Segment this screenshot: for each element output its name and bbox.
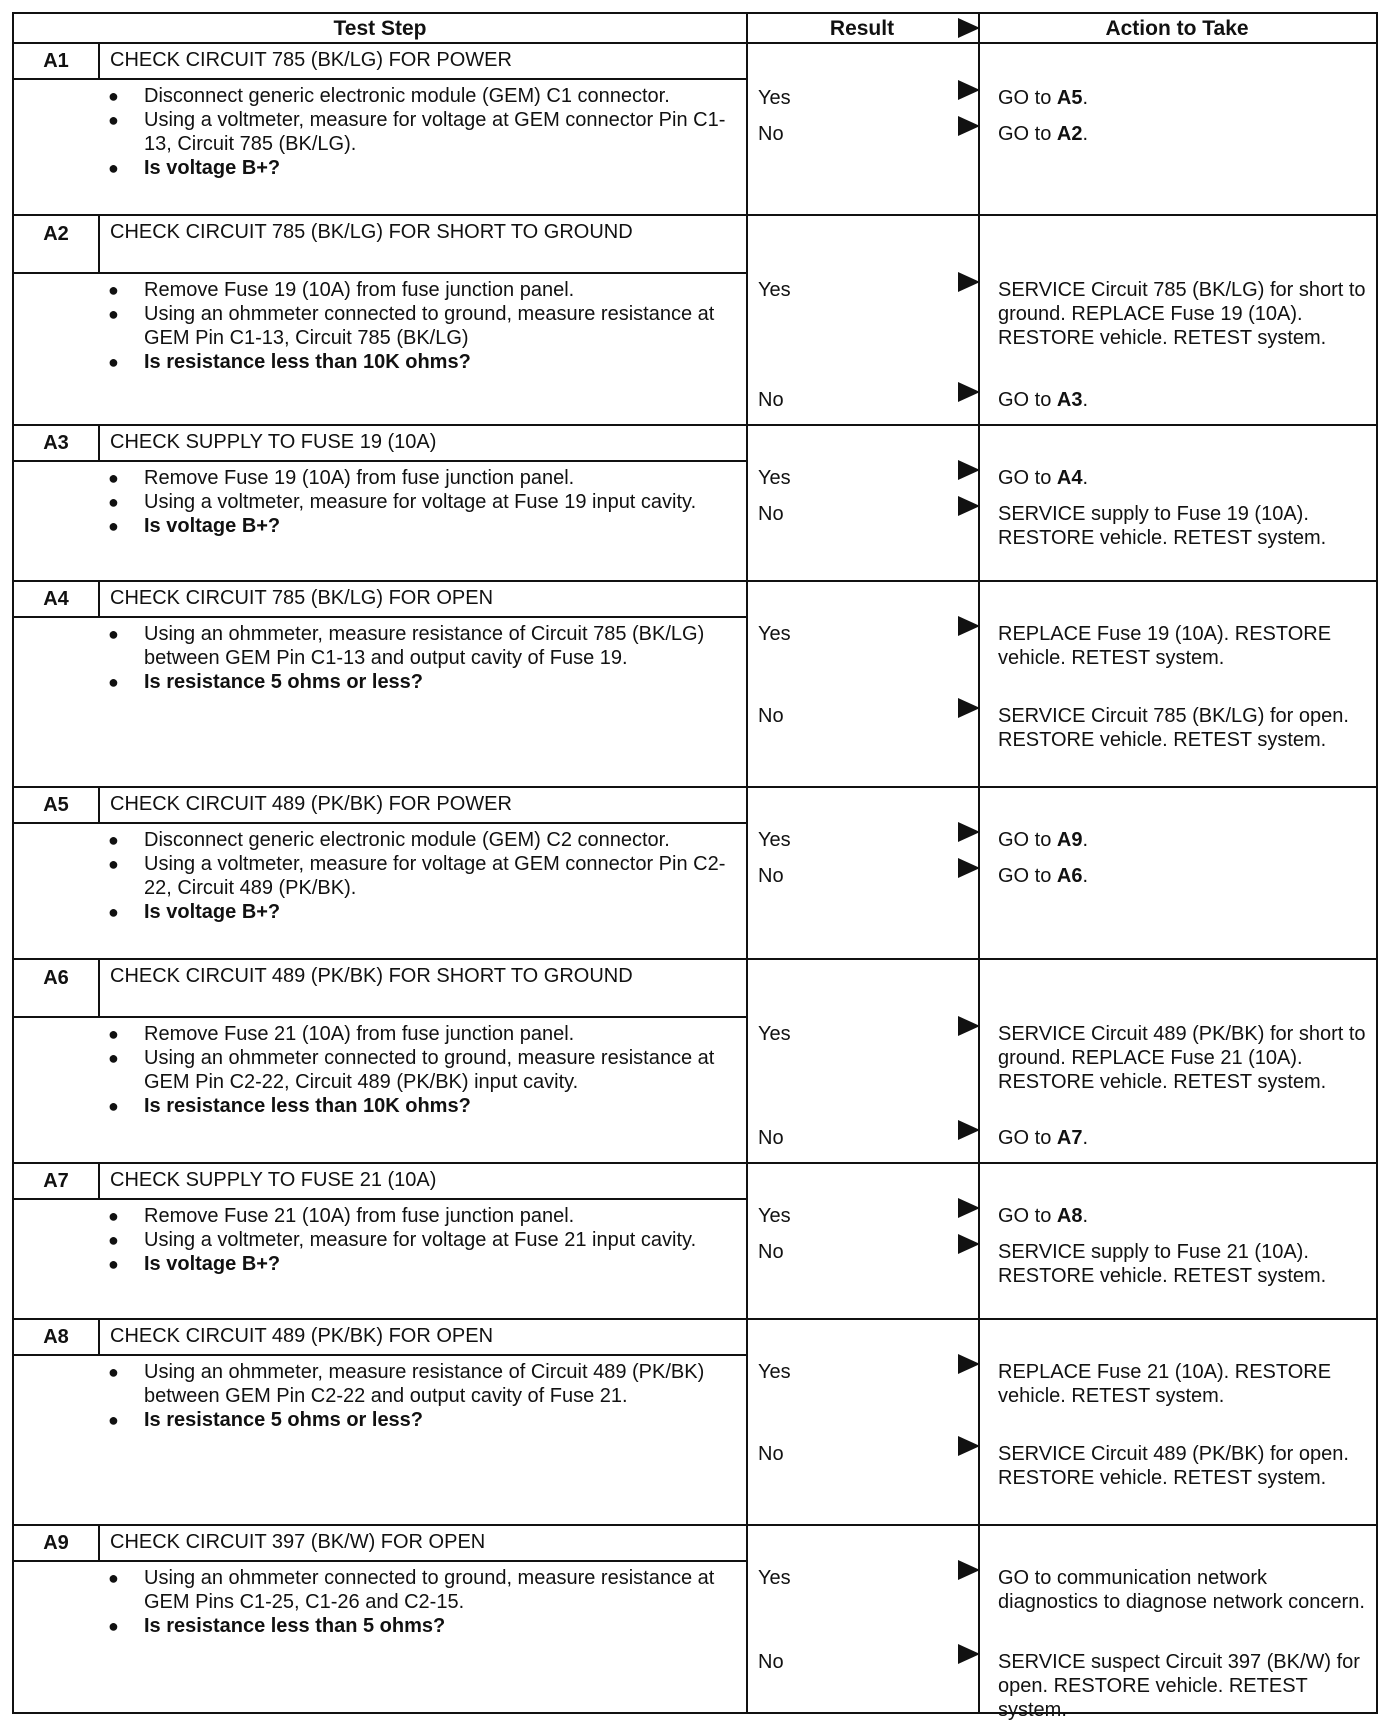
goto-step-ref: A9: [1056, 829, 1083, 851]
result-no: No: [758, 503, 784, 525]
bullet-icon: ●: [108, 902, 119, 922]
goto-step-ref: A6: [1056, 865, 1083, 887]
step-title: CHECK CIRCUIT 489 (PK/BK) FOR SHORT TO GROUND: [98, 960, 746, 1018]
test-step-a7: [14, 1164, 1376, 1320]
result-arrow-icon: [958, 1016, 980, 1036]
action-text: .: [1082, 1205, 1089, 1227]
action-no: [998, 1650, 1372, 1722]
header-test-step: Test Step: [14, 14, 746, 44]
question-text: Is resistance less than 10K ohms?: [144, 351, 471, 373]
instruction-item: [104, 1228, 744, 1252]
action-yes: [998, 466, 1372, 490]
step-instructions: [104, 466, 744, 538]
result-no: No: [758, 123, 784, 145]
action-text: SERVICE Circuit 785 (BK/LG) for short to ground. REPLACE Fuse 19 (10A). RESTORE vehicle. RETEST system.: [998, 279, 1366, 349]
result-arrow-icon: [958, 1436, 980, 1456]
bullet-icon: ●: [108, 86, 119, 106]
action-text: SERVICE supply to Fuse 19 (10A). RESTORE vehicle. RETEST system.: [998, 503, 1327, 549]
step-title: CHECK CIRCUIT 785 (BK/LG) FOR POWER: [98, 44, 746, 80]
step-question: [104, 350, 744, 374]
result-arrow-icon: [958, 116, 980, 136]
instruction-item: [104, 466, 744, 490]
action-text: .: [1082, 829, 1089, 851]
step-id: A7: [14, 1164, 98, 1200]
bullet-icon: ●: [108, 854, 119, 874]
question-text: Is voltage B+?: [144, 515, 281, 537]
action-text: GO to communication network diagnostics to diagnose network concern.: [998, 1567, 1365, 1613]
instruction-text: Remove Fuse 19 (10A) from fuse junction panel.: [144, 467, 575, 489]
action-text: REPLACE Fuse 21 (10A). RESTORE vehicle. RETEST system.: [998, 1361, 1332, 1407]
step-question: [104, 1408, 744, 1432]
header-result-label: Result: [829, 17, 895, 40]
instruction-item: [104, 490, 744, 514]
test-step-a5: [14, 788, 1376, 960]
instruction-text: Using a voltmeter, measure for voltage at GEM connector Pin C1-13, Circuit 785 (BK/LG).: [144, 109, 726, 155]
instruction-item: [104, 1360, 744, 1408]
bullet-icon: ●: [108, 304, 119, 324]
action-yes: [998, 622, 1372, 670]
result-arrow-icon: [958, 272, 980, 292]
instruction-item: [104, 1022, 744, 1046]
instruction-item: [104, 1046, 744, 1094]
result-arrow-icon: [958, 80, 980, 100]
result-arrow-icon: [958, 1644, 980, 1664]
goto-step-ref: A7: [1056, 1127, 1083, 1149]
step-title: CHECK CIRCUIT 489 (PK/BK) FOR OPEN: [98, 1320, 746, 1356]
result-arrow-icon: [958, 616, 980, 636]
step-instructions: [104, 1022, 744, 1118]
goto-step-ref: A3: [1056, 389, 1083, 411]
result-yes: Yes: [758, 279, 791, 301]
result-arrow-icon: [958, 822, 980, 842]
action-text: SERVICE Circuit 489 (PK/BK) for open. RESTORE vehicle. RETEST system.: [998, 1443, 1349, 1489]
instruction-text: Using an ohmmeter, measure resistance of Circuit 489 (PK/BK) between GEM Pin C2-22 and output cavity of Fuse 21.: [144, 1361, 705, 1407]
step-id: A2: [14, 216, 98, 274]
bullet-icon: ●: [108, 1616, 119, 1636]
action-no: [998, 122, 1372, 146]
result-no: No: [758, 1443, 784, 1465]
bullet-icon: ●: [108, 280, 119, 300]
result-yes: Yes: [758, 829, 791, 851]
result-arrow-icon: [958, 1198, 980, 1218]
diagnostic-test-page: [12, 12, 1378, 1721]
step-question: [104, 156, 744, 180]
step-title: CHECK CIRCUIT 785 (BK/LG) FOR OPEN: [98, 582, 746, 618]
action-yes: [998, 86, 1372, 110]
result-no: No: [758, 705, 784, 727]
bullet-icon: ●: [108, 672, 119, 692]
result-yes: Yes: [758, 1361, 791, 1383]
instruction-text: Using a voltmeter, measure for voltage at Fuse 19 input cavity.: [144, 491, 697, 513]
action-yes: [998, 828, 1372, 852]
action-text: SERVICE Circuit 785 (BK/LG) for open. RESTORE vehicle. RETEST system.: [998, 705, 1349, 751]
instruction-item: [104, 108, 744, 156]
step-id: A4: [14, 582, 98, 618]
action-text: .: [1082, 1127, 1089, 1149]
step-question: [104, 1252, 744, 1276]
result-arrow-icon: [958, 460, 980, 480]
bullet-icon: ●: [108, 352, 119, 372]
action-no: [998, 704, 1372, 752]
bullet-icon: ●: [108, 516, 119, 536]
bullet-icon: ●: [108, 1206, 119, 1226]
step-question: [104, 1094, 744, 1118]
test-step-a2: [14, 216, 1376, 426]
action-no: [998, 1126, 1372, 1150]
step-id: A1: [14, 44, 98, 80]
step-instructions: [104, 828, 744, 924]
action-text: SERVICE supply to Fuse 21 (10A). RESTORE vehicle. RETEST system.: [998, 1241, 1327, 1287]
step-id: A5: [14, 788, 98, 824]
bullet-icon: ●: [108, 1254, 119, 1274]
action-text: GO to: [998, 1127, 1057, 1149]
header-arrow-icon: [958, 18, 980, 38]
test-step-a6: [14, 960, 1376, 1164]
action-no: [998, 1442, 1372, 1490]
instruction-item: [104, 278, 744, 302]
goto-step-ref: A5: [1056, 87, 1083, 109]
bullet-icon: ●: [108, 158, 119, 178]
step-instructions: [104, 1360, 744, 1432]
bullet-icon: ●: [108, 1048, 119, 1068]
step-instructions: [104, 1204, 744, 1276]
instruction-text: Using an ohmmeter connected to ground, measure resistance at GEM Pin C1-13, Circuit 785 (BK/LG): [144, 303, 715, 349]
bullet-icon: ●: [108, 1568, 119, 1588]
goto-step-ref: A4: [1056, 467, 1083, 489]
question-text: Is voltage B+?: [144, 1253, 281, 1275]
action-no: [998, 864, 1372, 888]
instruction-item: [104, 622, 744, 670]
action-text: GO to: [998, 1205, 1057, 1227]
instruction-text: Using an ohmmeter connected to ground, measure resistance at GEM Pin C2-22, Circuit 489 (PK/BK) input cavity.: [144, 1047, 715, 1093]
step-instructions: [104, 1566, 744, 1638]
result-arrow-icon: [958, 698, 980, 718]
result-yes: Yes: [758, 467, 791, 489]
bullet-icon: ●: [108, 624, 119, 644]
action-yes: [998, 1360, 1372, 1408]
action-text: .: [1082, 865, 1089, 887]
step-title: CHECK SUPPLY TO FUSE 21 (10A): [98, 1164, 746, 1200]
bullet-icon: ●: [108, 468, 119, 488]
bullet-icon: ●: [108, 1362, 119, 1382]
action-text: SERVICE Circuit 489 (PK/BK) for short to ground. REPLACE Fuse 21 (10A). RESTORE vehicle. RETEST system.: [998, 1023, 1366, 1093]
question-text: Is resistance 5 ohms or less?: [144, 671, 424, 693]
instruction-item: [104, 302, 744, 350]
bullet-icon: ●: [108, 492, 119, 512]
action-no: [998, 1240, 1372, 1288]
question-text: Is resistance 5 ohms or less?: [144, 1409, 424, 1431]
goto-step-ref: A8: [1056, 1205, 1083, 1227]
action-no: [998, 502, 1372, 550]
result-yes: Yes: [758, 623, 791, 645]
bullet-icon: ●: [108, 1410, 119, 1430]
action-text: GO to: [998, 467, 1057, 489]
result-arrow-icon: [958, 496, 980, 516]
action-text: .: [1082, 389, 1089, 411]
action-text: GO to: [998, 829, 1057, 851]
step-id: A6: [14, 960, 98, 1018]
action-text: .: [1082, 87, 1089, 109]
test-step-a3: [14, 426, 1376, 582]
action-text: GO to: [998, 389, 1057, 411]
instruction-text: Disconnect generic electronic module (GEM) C2 connector.: [144, 829, 670, 851]
instruction-text: Using a voltmeter, measure for voltage at GEM connector Pin C2-22, Circuit 489 (PK/BK).: [144, 853, 726, 899]
result-yes: Yes: [758, 1205, 791, 1227]
step-instructions: [104, 84, 744, 180]
pinpoint-test-table: [12, 12, 1378, 1721]
step-question: [104, 514, 744, 538]
test-step-a8: [14, 1320, 1376, 1526]
action-yes: [998, 278, 1372, 350]
step-instructions: [104, 278, 744, 374]
instruction-text: Remove Fuse 21 (10A) from fuse junction panel.: [144, 1205, 575, 1227]
action-text: GO to: [998, 123, 1057, 145]
instruction-item: [104, 828, 744, 852]
result-no: No: [758, 1241, 784, 1263]
instruction-item: [104, 852, 744, 900]
instruction-text: Remove Fuse 21 (10A) from fuse junction panel.: [144, 1023, 575, 1045]
result-no: No: [758, 865, 784, 887]
result-yes: Yes: [758, 1567, 791, 1589]
bullet-icon: ●: [108, 1024, 119, 1044]
result-no: No: [758, 1651, 784, 1673]
goto-step-ref: A2: [1056, 123, 1083, 145]
instruction-text: Using a voltmeter, measure for voltage at Fuse 21 input cavity.: [144, 1229, 697, 1251]
instruction-text: Using an ohmmeter connected to ground, measure resistance at GEM Pins C1-25, C1-26 and C2-15.: [144, 1567, 715, 1613]
question-text: Is resistance less than 5 ohms?: [144, 1615, 446, 1637]
result-arrow-icon: [958, 1234, 980, 1254]
instruction-item: [104, 1204, 744, 1228]
step-title: CHECK CIRCUIT 489 (PK/BK) FOR POWER: [98, 788, 746, 824]
action-no: [998, 388, 1372, 412]
header-result: [746, 14, 978, 44]
action-text: .: [1082, 123, 1089, 145]
bullet-icon: ●: [108, 830, 119, 850]
action-text: GO to: [998, 865, 1057, 887]
step-question: [104, 900, 744, 924]
action-text: REPLACE Fuse 19 (10A). RESTORE vehicle. RETEST system.: [998, 623, 1332, 669]
action-text: GO to: [998, 87, 1057, 109]
result-yes: Yes: [758, 87, 791, 109]
step-question: [104, 670, 744, 694]
step-instructions: [104, 622, 744, 694]
action-text: .: [1082, 467, 1089, 489]
question-text: Is resistance less than 10K ohms?: [144, 1095, 471, 1117]
test-step-a4: [14, 582, 1376, 788]
result-no: No: [758, 1127, 784, 1149]
result-arrow-icon: [958, 858, 980, 878]
step-id: A3: [14, 426, 98, 462]
instruction-text: Remove Fuse 19 (10A) from fuse junction panel.: [144, 279, 575, 301]
instruction-text: Disconnect generic electronic module (GEM) C1 connector.: [144, 85, 670, 107]
step-title: CHECK SUPPLY TO FUSE 19 (10A): [98, 426, 746, 462]
result-arrow-icon: [958, 1120, 980, 1140]
bullet-icon: ●: [108, 1230, 119, 1250]
instruction-item: [104, 84, 744, 108]
instruction-item: [104, 1566, 744, 1614]
header-action: Action to Take: [978, 14, 1376, 44]
test-step-a9: [14, 1526, 1376, 1721]
question-text: Is voltage B+?: [144, 901, 281, 923]
bullet-icon: ●: [108, 1096, 119, 1116]
test-step-a1: [14, 44, 1376, 216]
instruction-text: Using an ohmmeter, measure resistance of Circuit 785 (BK/LG) between GEM Pin C1-13 and output cavity of Fuse 19.: [144, 623, 705, 669]
result-arrow-icon: [958, 382, 980, 402]
question-text: Is voltage B+?: [144, 157, 281, 179]
result-arrow-icon: [958, 1560, 980, 1580]
bullet-icon: ●: [108, 110, 119, 130]
action-text: SERVICE suspect Circuit 397 (BK/W) for open. RESTORE vehicle. RETEST system.: [998, 1651, 1360, 1721]
step-id: A9: [14, 1526, 98, 1562]
result-arrow-icon: [958, 1354, 980, 1374]
result-no: No: [758, 389, 784, 411]
step-title: CHECK CIRCUIT 397 (BK/W) FOR OPEN: [98, 1526, 746, 1562]
step-id: A8: [14, 1320, 98, 1356]
step-question: [104, 1614, 744, 1638]
action-yes: [998, 1022, 1372, 1094]
action-yes: [998, 1566, 1372, 1614]
step-title: CHECK CIRCUIT 785 (BK/LG) FOR SHORT TO GROUND: [98, 216, 746, 274]
action-yes: [998, 1204, 1372, 1228]
result-yes: Yes: [758, 1023, 791, 1045]
